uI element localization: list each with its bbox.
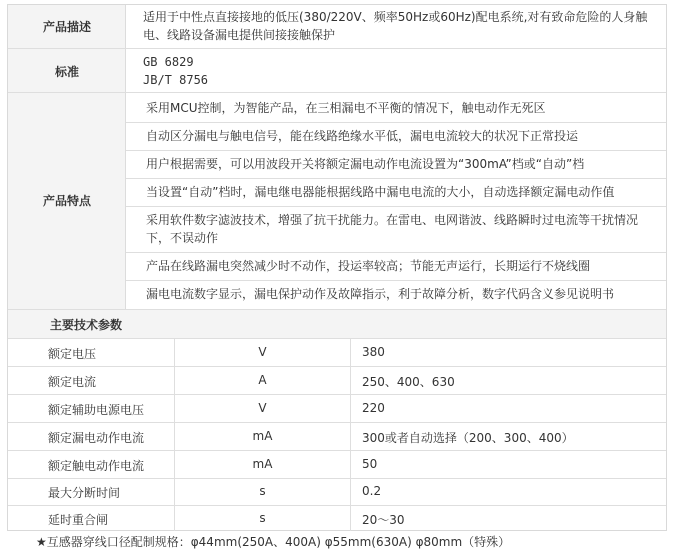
features-label: 产品特点 xyxy=(42,194,91,208)
feature-item xyxy=(130,211,666,247)
label-column xyxy=(8,5,126,310)
param-name: 额定电流 xyxy=(48,375,97,389)
product-description-line: 电、线路设备漏电提供间接接触保护 xyxy=(143,28,336,42)
param-unit: V xyxy=(258,345,267,359)
row-divider xyxy=(126,178,666,179)
param-name: 额定漏电动作电流 xyxy=(48,431,145,445)
feature-item xyxy=(130,183,666,201)
standard-label: 标准 xyxy=(54,65,79,79)
product-description-label: 产品描述 xyxy=(42,20,91,34)
footer-note: ★互感器穿线口径配制规格：φ44mm(250A、400A) φ55mm(630A) φ80mm（特殊） xyxy=(36,535,511,549)
param-name: 最大分断时间 xyxy=(48,486,121,500)
standard-value: JB/T 8756 xyxy=(143,73,209,87)
feature-text: 产品在线路漏电突然减少时不动作，投运率较高；节能无声运行，长期运行不烧线圈 xyxy=(146,259,591,273)
feature-item xyxy=(130,285,666,303)
row-divider xyxy=(126,122,666,123)
tech-params-header: 主要技术参数 xyxy=(50,318,123,332)
standard-value: GB 6829 xyxy=(143,55,194,69)
param-value: 0.2 xyxy=(362,484,382,498)
param-name: 额定电压 xyxy=(48,347,97,361)
row-divider xyxy=(126,150,666,151)
row-divider xyxy=(8,366,666,367)
param-unit: mA xyxy=(252,429,273,443)
param-name: 额定触电动作电流 xyxy=(48,459,145,473)
feature-text: 采用软件数字滤波技术，增强了抗干扰能力。在雷电、电网谐波、线路瞬时过电流等干扰情况 xyxy=(146,213,639,227)
row-divider xyxy=(8,422,666,423)
feature-text: 用户根据需要，可以用波段开关将额定漏电动作电流设置为“300mA”档或“自动”档 xyxy=(146,157,585,171)
row-divider xyxy=(126,252,666,253)
product-description-line: 适用于中性点直接接地的低压(380/220V、频率50Hz或60Hz)配电系统,对有致命危险的人身触 xyxy=(143,10,648,24)
feature-item xyxy=(130,99,666,117)
param-unit: V xyxy=(258,401,267,415)
feature-item xyxy=(130,127,666,145)
feature-item xyxy=(130,257,666,275)
param-name: 额定辅助电源电压 xyxy=(48,403,145,417)
row-divider xyxy=(8,478,666,479)
feature-item xyxy=(130,155,666,173)
param-unit: s xyxy=(259,511,266,525)
row-divider xyxy=(126,280,666,281)
row-divider xyxy=(8,48,666,49)
row-divider xyxy=(8,505,666,506)
product-description-text xyxy=(135,8,665,44)
feature-text: 当设置“自动”档时，漏电继电器能根据线路中漏电电流的大小，自动选择额定漏电动作值 xyxy=(146,185,615,199)
row-divider xyxy=(126,206,666,207)
param-name: 延时重合闸 xyxy=(48,513,109,527)
param-unit: A xyxy=(258,373,267,387)
row-divider xyxy=(8,394,666,395)
param-value: 300或者自动选择（200、300、400） xyxy=(362,431,574,445)
row-divider xyxy=(8,450,666,451)
standard-values xyxy=(135,53,665,89)
param-unit: mA xyxy=(252,457,273,471)
param-value: 380 xyxy=(362,345,385,359)
param-value: 20～30 xyxy=(362,513,405,527)
param-unit: s xyxy=(259,484,266,498)
feature-text: 漏电电流数字显示，漏电保护动作及故障指示，利于故障分析，数字代码含义参见说明书 xyxy=(146,287,615,301)
param-value: 220 xyxy=(362,401,385,415)
feature-text: 采用MCU控制，为智能产品，在三相漏电不平衡的情况下，触电动作无死区 xyxy=(146,101,546,115)
param-value: 50 xyxy=(362,457,378,471)
param-value: 250、400、630 xyxy=(362,375,455,389)
row-divider xyxy=(8,92,666,93)
row-divider xyxy=(8,338,666,339)
feature-text: 自动区分漏电与触电信号，能在线路绝缘水平低，漏电电流较大的状况下正常投运 xyxy=(146,129,579,143)
feature-text: 下，不误动作 xyxy=(146,231,219,245)
